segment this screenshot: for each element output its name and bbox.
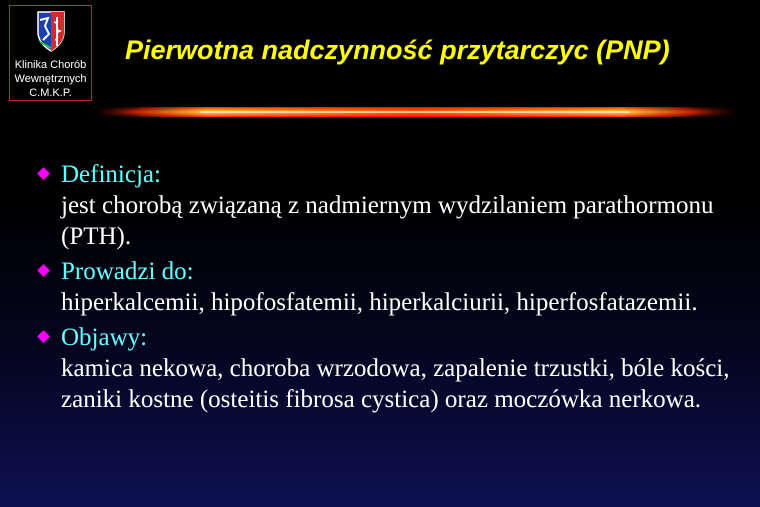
clinic-name-line: Wewnętrznych [14, 73, 87, 85]
bullet-text: kamica nekowa, choroba wrzodowa, zapalenie trzustki, bóle kości, zaniki kostne (osteitis fibrosa cystica) oraz moczówka nerkowa. [61, 355, 730, 413]
bullet-text: jest chorobą związaną z nadmiernym wydzilaniem parathormonu (PTH). [61, 192, 714, 250]
bullet-item [36, 159, 746, 252]
title-underline-bar [90, 103, 740, 121]
diamond-bullet-icon [37, 264, 50, 277]
bullet-heading: Definicja: [61, 161, 161, 188]
bullet-item [36, 256, 746, 318]
bullet-text: hiperkalcemii, hipofosfatemii, hiperkalciurii, hiperfosfatazemii. [61, 289, 698, 316]
clinic-name-line: C.M.K.P. [29, 87, 72, 99]
bullet-item [36, 322, 746, 415]
bullet-heading: Objawy: [61, 324, 148, 351]
diamond-bullet-icon [37, 330, 50, 343]
clinic-name-line: Klinika Chorób [14, 59, 87, 71]
bullet-heading: Prowadzi do: [61, 258, 194, 285]
clinic-logo [9, 5, 92, 101]
bullet-list [36, 159, 746, 419]
clinic-name [10, 58, 91, 100]
diamond-bullet-icon [37, 167, 50, 180]
clinic-emblem-icon [36, 10, 66, 52]
slide-title: Pierwotna nadczynność przytarczyc (PNP) [125, 35, 670, 65]
